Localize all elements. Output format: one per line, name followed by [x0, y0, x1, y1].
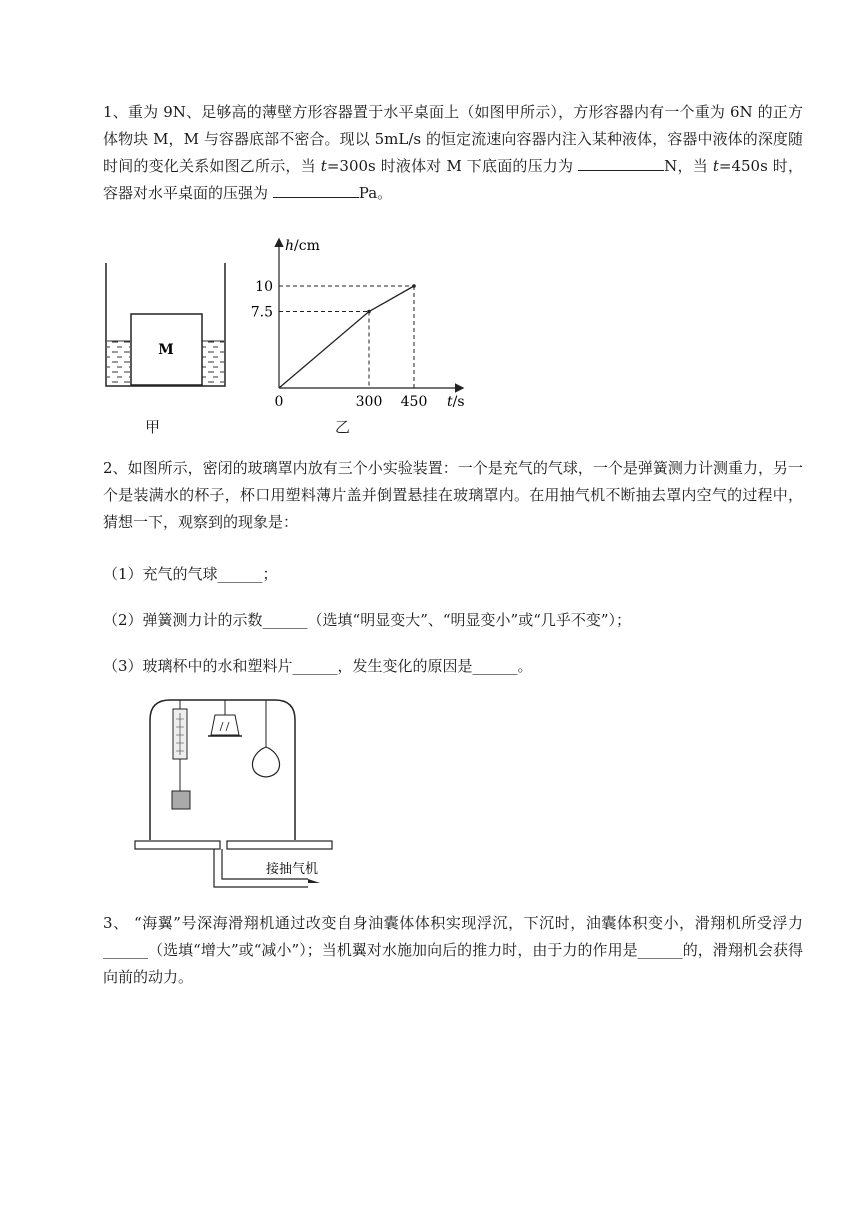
figure-bell-jar	[130, 695, 370, 895]
weight-block-icon	[172, 791, 190, 809]
question-2-sub-2: （2）弹簧测力计的示数______（选填“明显变大”、“明显变小”或“几乎不变”）；	[103, 611, 632, 629]
question-2-text: 2、如图所示，密闭的玻璃罩内放有三个小实验装置：一个是充气的气球，一个是弹簧测力计测重力，另一个是装满水的杯子，杯口用塑料薄片盖并倒置悬挂在玻璃罩内。在用抽气机不断抽去罩内空气的过程中，猜想一下，观察到的现象是：	[103, 459, 804, 531]
answer-blank-1[interactable]	[578, 156, 664, 171]
figure-yi-caption: 乙	[335, 418, 351, 436]
y-tick-label-1: 10	[255, 279, 273, 295]
data-line	[279, 286, 414, 388]
question-3-number: 3、	[103, 914, 129, 932]
inverted-cup-icon	[211, 715, 239, 735]
data-point-2	[412, 284, 416, 288]
y-tick-label-0: 7.5	[250, 304, 273, 321]
y-axis-label: h/cm	[285, 238, 320, 254]
figure-jia-caption: 甲	[145, 418, 161, 436]
figure-jia-container	[98, 258, 238, 390]
answer-blank-2[interactable]	[273, 183, 359, 198]
question-2-number: 2、	[103, 459, 128, 477]
question-1-text: 1、重为 9N、足够高的薄壁方形容器置于水平桌面上（如图甲所示），方形容器内有一个重为 6N 的正方体物块 M，M 与容器底部不密合。现以 5mL/s 的恒定流速向容器内注入某种液体，容器中液体的深度随时间的变化关系如图乙所示，当 t=300s 时液体对 M 下底面的压力为 N，当 t=450s 时，容器对水平桌面的压强为 Pa。	[103, 103, 803, 202]
x-tick-label-1: 300	[355, 394, 383, 410]
question-2-sub-1: （1）充气的气球______；	[103, 565, 278, 583]
liquid-left	[107, 341, 130, 385]
question-2-sub-3: （3）玻璃杯中的水和塑料片______，发生变化的原因是______。	[103, 657, 533, 675]
pump-label: 接抽气机	[266, 862, 319, 877]
balloon-icon	[252, 747, 279, 777]
base-plate-left	[135, 841, 220, 849]
x-axis-label: t/s	[447, 394, 465, 410]
base-plate-right	[227, 841, 332, 849]
origin-label: 0	[274, 394, 284, 410]
pump-arrow-icon	[308, 879, 320, 887]
question-1-number: 1、	[103, 103, 128, 121]
data-point-1	[367, 310, 371, 314]
block-m-label: M	[158, 342, 174, 358]
figure-yi-chart	[248, 232, 478, 410]
question-3-text: 3、 “海翼”号深海滑翔机通过改变自身油囊体体积实现浮沉，下沉时，油囊体积变小，滑翔机所受浮力______（选填“增大”或“减小”）；当机翼对水施加向后的推力时，由于力的作用是______的，滑翔机会获得向前的动力。	[103, 914, 803, 986]
liquid-right	[202, 341, 224, 385]
x-tick-label-2: 450	[400, 394, 428, 410]
